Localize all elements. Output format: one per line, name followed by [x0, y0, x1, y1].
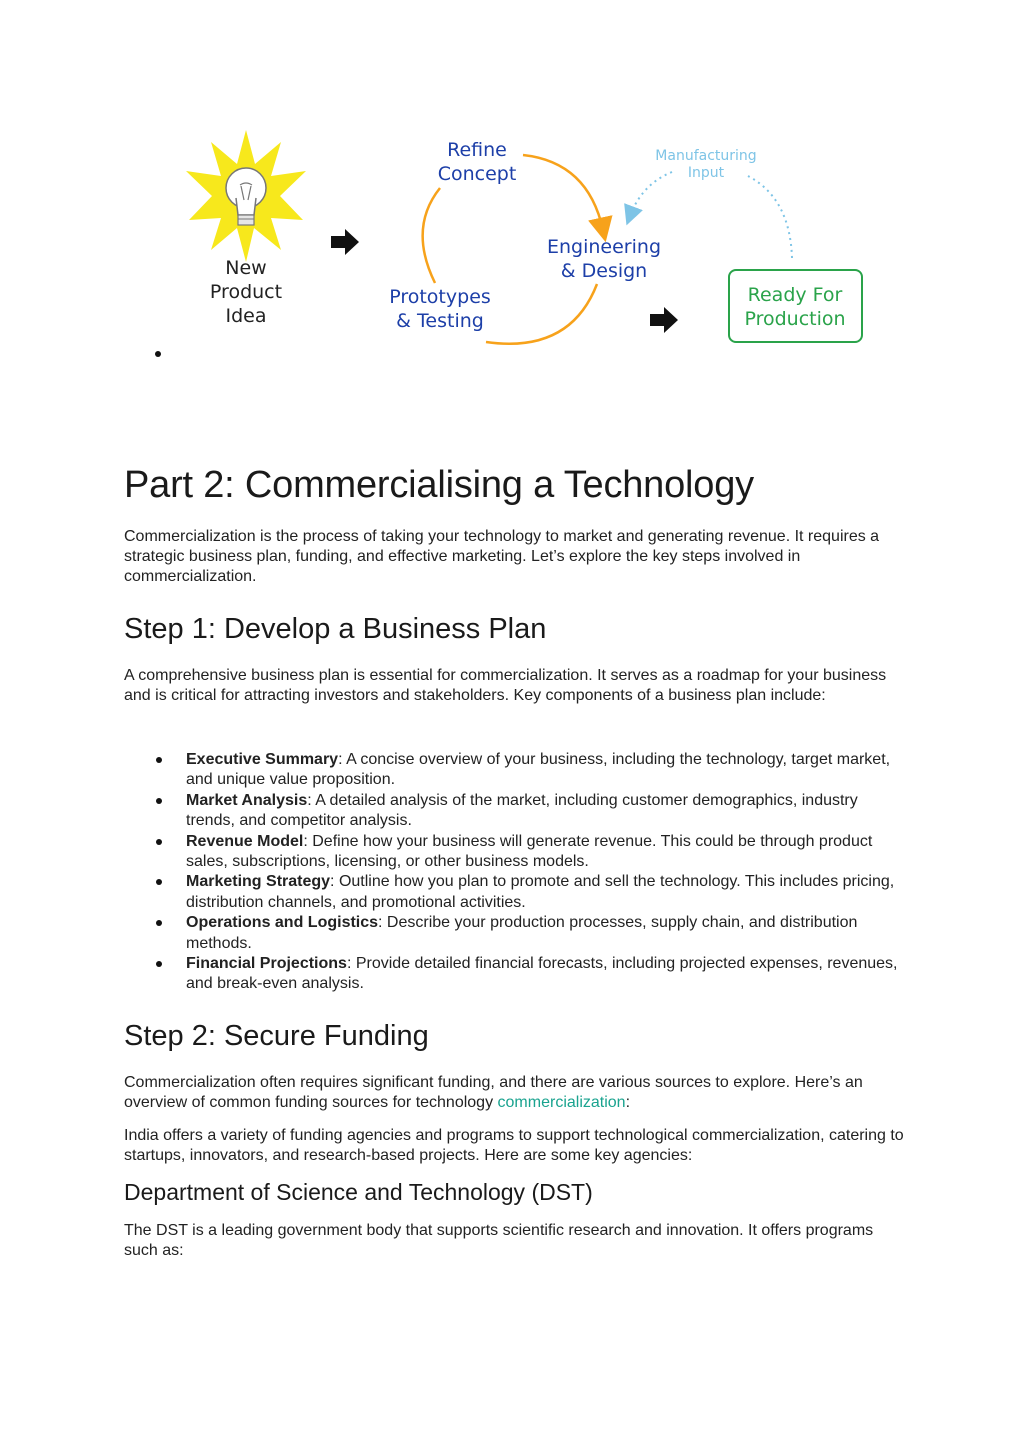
engineering-label-line2: & Design: [560, 260, 648, 282]
list-item-term: Marketing Strategy: [186, 873, 331, 891]
step2-heading: Step 2: Secure Funding: [124, 1020, 429, 1052]
list-item-term: Market Analysis: [186, 791, 308, 809]
step1-heading: Step 1: Develop a Business Plan: [124, 613, 547, 645]
manufacturing-label-line2: Input: [687, 165, 725, 181]
list-item-text: : Define how your business will generate revenue. This could be through product sales, subscriptions, licensing, or other business models.: [186, 832, 873, 871]
list-item: [124, 791, 904, 832]
list-item: [124, 872, 904, 913]
arrow-right-icon: [650, 307, 678, 333]
idea-label-line3: Idea: [225, 305, 267, 327]
refine-label-line1: Refine: [447, 139, 507, 161]
business-plan-list: [124, 750, 904, 995]
arrow-right-icon: [331, 229, 359, 255]
ready-for-production-box: [729, 270, 862, 342]
step2-paragraph1-end: :: [625, 1094, 631, 1111]
list-item-text: : Describe your production processes, supply chain, and distribution methods.: [186, 914, 858, 952]
step2-paragraph2: India offers a variety of funding agencies and programs to support technological commercialization, catering to startups, innovators, and research-based projects. Here are some key agencies:: [124, 1127, 904, 1164]
list-bullet: [156, 757, 162, 763]
lightbulb-icon: [186, 130, 306, 262]
list-bullet: [156, 798, 162, 804]
list-item: [124, 954, 904, 995]
cycle-arc-prototypes-to-refine: [423, 188, 440, 283]
dst-heading: Department of Science and Technology (DST): [124, 1179, 593, 1205]
product-development-diagram: [150, 118, 880, 358]
list-bullet: [156, 961, 162, 967]
step1-intro: A comprehensive business plan is essential for commercialization. It serves as a roadmap for your business and is critical for attracting investors and stakeholders. Key components of a business plan include:: [124, 667, 887, 704]
step2-paragraph1: [124, 1073, 904, 1113]
manufacturing-input-arrow: [748, 176, 792, 258]
list-item: [124, 832, 904, 873]
list-bullet: [156, 839, 162, 845]
refine-label-line2: Concept: [437, 163, 517, 185]
list-item-text: : A detailed analysis of the market, including customer demographics, industry trends, and competitor analysis.: [186, 791, 858, 830]
list-item-term: Revenue Model: [186, 832, 304, 850]
engineering-label-line1: Engineering: [547, 236, 661, 258]
list-item-text: : Outline how you plan to promote and sell the technology. This includes pricing, distribution channels, and promotional activities.: [186, 873, 895, 911]
part2-intro: Commercialization is the process of taking your technology to market and generating revenue. It requires a strategic business plan, funding, and effective marketing. Let’s explore the key steps involved in commercialization.: [124, 528, 880, 585]
list-item-term: Operations and Logistics: [186, 914, 379, 932]
list-item-text: : A concise overview of your business, including the technology, target market, and unique value proposition.: [186, 751, 891, 789]
manufacturing-input-arrow-to-engineering: [630, 172, 672, 216]
list-item: [124, 750, 904, 791]
ready-label-line2: Production: [744, 308, 846, 330]
list-item-term: Financial Projections: [186, 955, 347, 973]
list-bullet: [155, 351, 161, 357]
cycle-arrow-refine-to-engineering: [523, 155, 603, 230]
list-bullet: [156, 879, 162, 885]
idea-label-line1: New: [225, 257, 267, 279]
prototypes-label-line1: Prototypes: [389, 286, 491, 308]
list-item-text: : Provide detailed financial forecasts, including projected expenses, revenues, and break-even analysis.: [186, 955, 898, 993]
list-bullet: [156, 920, 162, 926]
list-item: [124, 913, 904, 954]
dst-paragraph: The DST is a leading government body that supports scientific research and innovation. It offers programs such as:: [124, 1222, 874, 1259]
commercialization-link[interactable]: commercialization: [497, 1094, 626, 1111]
manufacturing-label-line1: Manufacturing: [655, 148, 757, 164]
step2-paragraph1-text: Commercialization often requires significant funding, and there are various sources to explore. Here’s an overview of common funding sources for technology: [124, 1074, 863, 1111]
ready-label-line1: Ready For: [747, 284, 843, 306]
list-item-term: Executive Summary: [186, 751, 339, 768]
page-title: Part 2: Commercialising a Technology: [124, 464, 754, 506]
idea-label-line2: Product: [209, 281, 283, 303]
cycle-arc-engineering-to-prototypes: [486, 284, 597, 344]
prototypes-label-line2: & Testing: [396, 310, 484, 332]
